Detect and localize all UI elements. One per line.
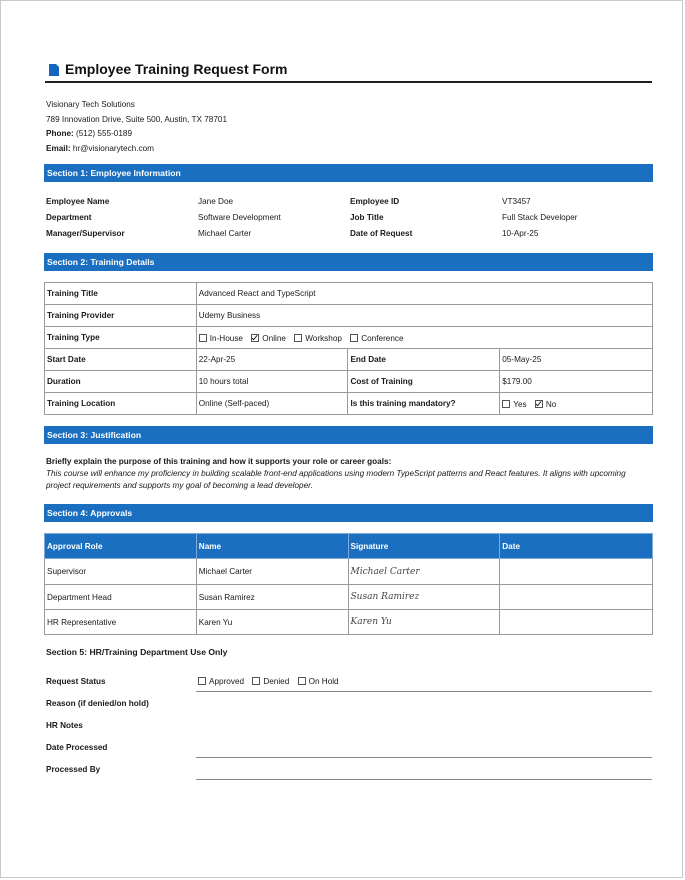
status-denied[interactable]: Denied: [252, 677, 289, 686]
cost-label: Cost of Training: [348, 371, 500, 393]
mandatory-label: Is this training mandatory?: [348, 393, 500, 415]
approvals-table: [44, 533, 653, 635]
table-row: [45, 585, 653, 610]
type-option-in-house[interactable]: In-House: [199, 334, 243, 343]
mandatory-yes[interactable]: Yes: [502, 400, 526, 409]
hr-notes-label: HR Notes: [46, 721, 83, 730]
column-header: Approval Role: [45, 534, 197, 559]
checkbox-icon: [350, 334, 358, 342]
training-details-table: [44, 282, 653, 415]
duration-value[interactable]: 10 hours total: [196, 371, 348, 393]
handwritten-signature: Karen Yu: [350, 617, 392, 627]
end-date-label: End Date: [348, 349, 500, 371]
duration-label: Duration: [45, 371, 197, 393]
start-date-value[interactable]: 22-Apr-25: [196, 349, 348, 371]
justification-text[interactable]: This course will enhance my proficiency in building scalable front-end applications using modern TypeScript patterns and React features. It aligns with upcoming project requirements and supports my goal of becoming a lead developer.: [46, 469, 626, 490]
request-status-label: Request Status: [46, 677, 106, 686]
checkbox-icon: [294, 334, 302, 342]
signature-cell[interactable]: [348, 610, 500, 635]
handwritten-signature: Michael Carter: [350, 566, 420, 577]
checkbox-icon: [199, 334, 207, 342]
approval-role: HR Representative: [45, 610, 197, 635]
job-title-label: Job Title: [350, 213, 384, 222]
company-info: [46, 98, 227, 156]
approver-name[interactable]: Michael Carter: [196, 559, 348, 585]
status-approved[interactable]: Approved: [198, 677, 244, 686]
training-provider-value[interactable]: Udemy Business: [196, 305, 652, 327]
request-date-value[interactable]: 10-Apr-25: [502, 229, 539, 238]
company-name: Visionary Tech Solutions: [46, 100, 135, 109]
processed-by-label: Processed By: [46, 765, 101, 774]
training-type-options: [196, 327, 652, 349]
training-title-label: Training Title: [45, 283, 197, 305]
status-underline: [196, 691, 652, 692]
reason-label: Reason (if denied/on hold): [46, 699, 149, 708]
handwritten-signature: Susan Ramirez: [350, 592, 420, 602]
approval-date[interactable]: [500, 610, 653, 635]
approval-role: Department Head: [45, 585, 197, 610]
checkbox-icon: [298, 677, 306, 685]
column-header: Signature: [348, 534, 500, 559]
training-provider-label: Training Provider: [45, 305, 197, 327]
type-option-workshop[interactable]: Workshop: [294, 334, 342, 343]
section1-heading: Section 1: Employee Information: [44, 164, 653, 182]
status-on-hold[interactable]: On Hold: [298, 677, 339, 686]
table-row: [45, 559, 653, 585]
approver-name[interactable]: Susan Ramirez: [196, 585, 348, 610]
mandatory-no[interactable]: No: [535, 400, 556, 409]
column-header: Name: [196, 534, 348, 559]
form-title: Employee Training Request Form: [65, 61, 288, 77]
table-row: [45, 610, 653, 635]
employee-id-label: Employee ID: [350, 197, 400, 206]
approver-name[interactable]: Karen Yu: [196, 610, 348, 635]
cost-value[interactable]: $179.00: [500, 371, 653, 393]
location-value[interactable]: Online (Self-paced): [196, 393, 348, 415]
checkbox-icon: [252, 677, 260, 685]
form-header: [45, 61, 652, 83]
job-title-value[interactable]: Full Stack Developer: [502, 213, 578, 222]
section5-heading: Section 5: HR/Training Department Use Only: [46, 647, 228, 657]
signature-cell[interactable]: [348, 585, 500, 610]
type-option-conference[interactable]: Conference: [350, 334, 403, 343]
section4-heading: Section 4: Approvals: [44, 504, 653, 522]
checkbox-icon: [198, 677, 206, 685]
type-option-online[interactable]: Online: [251, 334, 286, 343]
approval-role: Supervisor: [45, 559, 197, 585]
manager-value[interactable]: Michael Carter: [198, 229, 252, 238]
request-date-label: Date of Request: [350, 229, 413, 238]
checkbox-icon: [502, 400, 510, 408]
company-address: 789 Innovation Drive, Suite 500, Austin, TX 78701: [46, 114, 228, 124]
date-processed-label: Date Processed: [46, 743, 108, 752]
approvals-header-row: [45, 534, 653, 559]
approval-date[interactable]: [500, 585, 653, 610]
mandatory-options: [500, 393, 653, 415]
end-date-value[interactable]: 05-May-25: [500, 349, 653, 371]
employee-name-label: Employee Name: [46, 197, 110, 206]
approval-date[interactable]: [500, 559, 653, 585]
processed-by-field[interactable]: [196, 779, 652, 780]
location-label: Training Location: [45, 393, 197, 415]
checkbox-checked-icon: [535, 400, 543, 408]
request-status-options: [198, 676, 345, 686]
justification-prompt: Briefly explain the purpose of this training and how it supports your role or career goals:: [46, 457, 392, 466]
training-title-value[interactable]: Advanced React and TypeScript: [196, 283, 652, 305]
manager-label: Manager/Supervisor: [46, 229, 125, 238]
department-label: Department: [46, 213, 92, 222]
checkbox-checked-icon: [251, 334, 259, 342]
company-email: Email: hr@visionarytech.com: [46, 143, 154, 153]
department-value[interactable]: Software Development: [198, 213, 281, 222]
document-icon: [49, 64, 59, 76]
signature-cell[interactable]: [348, 559, 500, 585]
section3-heading: Section 3: Justification: [44, 426, 653, 444]
training-type-label: Training Type: [45, 327, 197, 349]
start-date-label: Start Date: [45, 349, 197, 371]
section2-heading: Section 2: Training Details: [44, 253, 653, 271]
employee-name-value[interactable]: Jane Doe: [198, 197, 234, 206]
column-header: Date: [500, 534, 653, 559]
employee-id-value[interactable]: VT3457: [502, 197, 531, 206]
date-processed-field[interactable]: [196, 757, 652, 758]
company-phone: Phone: (512) 555-0189: [46, 129, 133, 138]
